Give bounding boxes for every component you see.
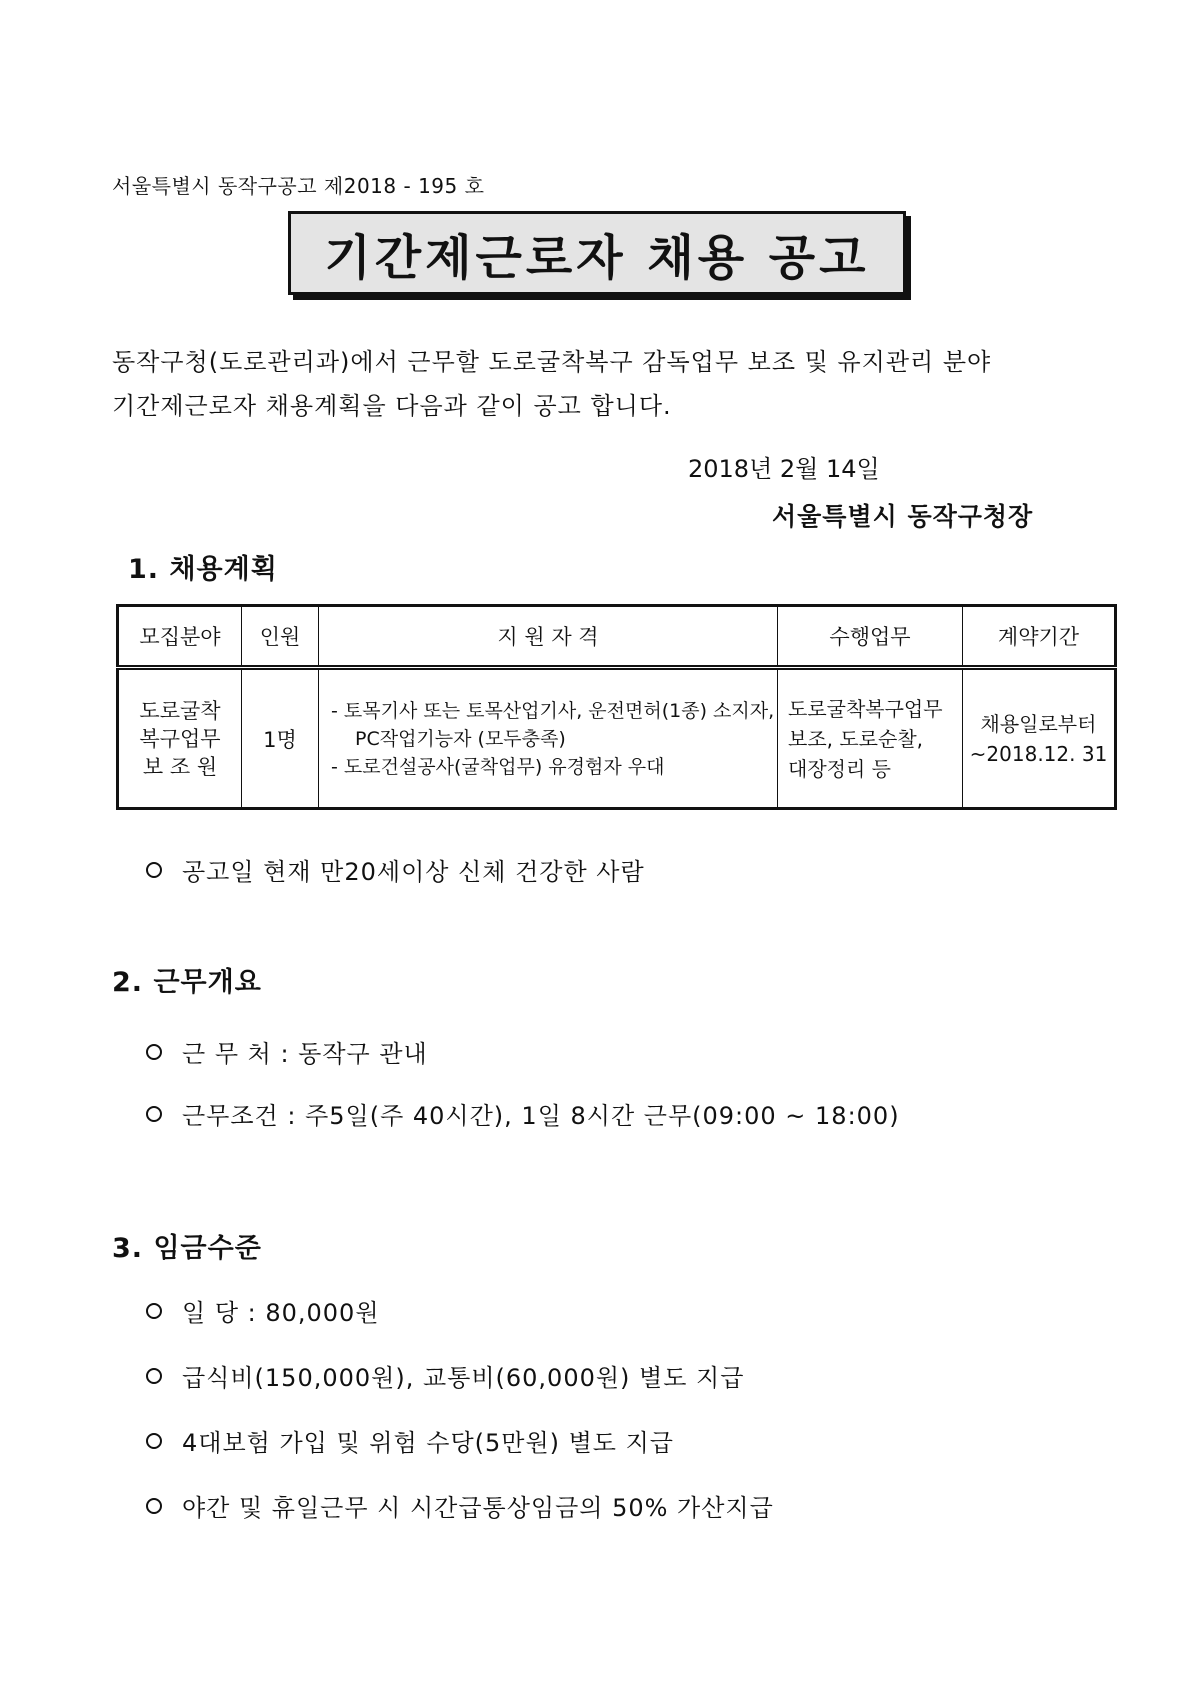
- duty-line-1: 도로굴착복구업무: [788, 696, 943, 721]
- eligibility-note-text: 공고일 현재 만20세이상 신체 건강한 사람: [182, 858, 645, 886]
- duty-line-2: 보조, 도로순찰,: [788, 726, 923, 751]
- circle-bullet-icon: [146, 1433, 162, 1449]
- work-place-text: 근 무 처 : 동작구 관내: [182, 1040, 428, 1068]
- section-title-wage: 3. 임금수준: [112, 1233, 262, 1264]
- col-header-duties: 수행업무: [778, 606, 963, 668]
- allowance-text: 급식비(150,000원), 교통비(60,000원) 별도 지급: [182, 1364, 745, 1392]
- recruitment-table: [116, 604, 1117, 810]
- section-title-work-overview: 2. 근무개요: [112, 967, 262, 998]
- cell-count: 1명: [242, 668, 319, 809]
- overtime-text: 야간 및 휴일근무 시 시간급통상임금의 50% 가산지급: [182, 1494, 774, 1522]
- insurance-text: 4대보험 가입 및 위험 수당(5만원) 별도 지급: [182, 1429, 674, 1457]
- table-header-row: [118, 606, 1116, 668]
- daily-wage-text: 일 당 : 80,000원: [182, 1299, 380, 1327]
- col-header-qualifications: 지 원 자 격: [319, 606, 778, 668]
- daily-wage-item: [146, 1293, 380, 1328]
- table-row: [118, 668, 1116, 809]
- cell-field: [118, 668, 242, 809]
- period-line-1: 채용일로부터: [980, 711, 1097, 736]
- page-title: 기간제근로자 채용 공고: [324, 229, 870, 286]
- intro-line-2: 기간제근로자 채용계획을 다음과 같이 공고 합니다.: [112, 392, 672, 420]
- notice-number: 서울특별시 동작구공고 제2018 - 195 호: [112, 174, 485, 198]
- section-title-recruitment-plan: 1. 채용계획: [128, 554, 278, 585]
- cell-duties: [778, 668, 963, 809]
- field-line-3: 보 조 원: [142, 754, 218, 779]
- circle-bullet-icon: [146, 1368, 162, 1384]
- work-place-item: [146, 1034, 428, 1069]
- title-box: [288, 211, 906, 295]
- issuer-name: 서울특별시 동작구청장: [772, 502, 1034, 531]
- col-header-field: 모집분야: [118, 606, 242, 668]
- circle-bullet-icon: [146, 862, 162, 878]
- duty-line-3: 대장정리 등: [788, 756, 891, 781]
- notice-date: 2018년 2월 14일: [688, 455, 880, 483]
- cell-qualifications: [319, 668, 778, 809]
- qualification-line-1: - 토목기사 또는 토목산업기사, 운전면허(1종) 소지자,: [331, 699, 775, 722]
- circle-bullet-icon: [146, 1498, 162, 1514]
- field-line-2: 복구업무: [139, 726, 221, 751]
- work-conditions-item: [146, 1096, 900, 1131]
- work-conditions-text: 근무조건 : 주5일(주 40시간), 1일 8시간 근무(09:00 ~ 18:00): [182, 1102, 900, 1130]
- col-header-period: 계약기간: [963, 606, 1116, 668]
- period-line-2: ~2018.12. 31: [969, 741, 1108, 766]
- eligibility-note: [146, 852, 645, 887]
- insurance-item: [146, 1423, 674, 1458]
- allowance-item: [146, 1358, 744, 1393]
- intro-paragraph: [112, 340, 991, 428]
- field-line-1: 도로굴착: [139, 698, 221, 723]
- overtime-item: [146, 1488, 774, 1523]
- cell-period: [963, 668, 1116, 809]
- circle-bullet-icon: [146, 1106, 162, 1122]
- qualification-line-3: - 도로건설공사(굴착업무) 유경험자 우대: [331, 755, 665, 778]
- intro-line-1: 동작구청(도로관리과)에서 근무할 도로굴착복구 감독업무 보조 및 유지관리 분야: [112, 348, 992, 376]
- qualification-line-2: PC작업기능자 (모두충족): [355, 727, 566, 750]
- circle-bullet-icon: [146, 1303, 162, 1319]
- circle-bullet-icon: [146, 1044, 162, 1060]
- col-header-count: 인원: [242, 606, 319, 668]
